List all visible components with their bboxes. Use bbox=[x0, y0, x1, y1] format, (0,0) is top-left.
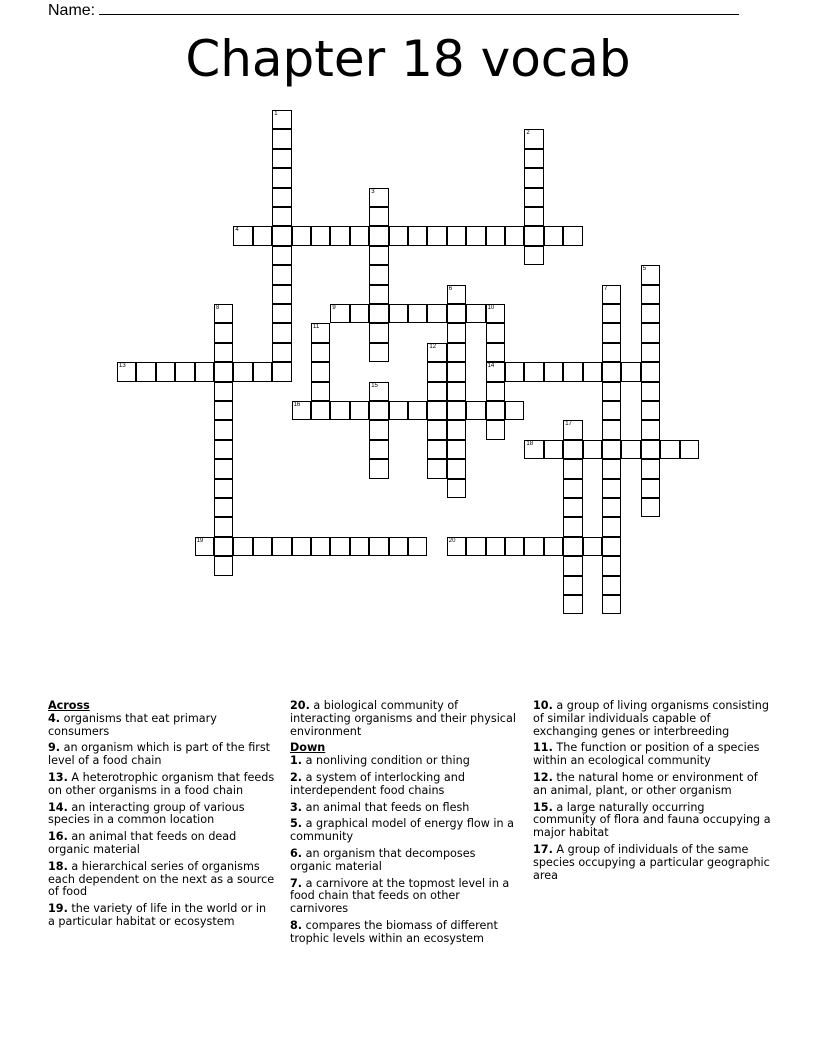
page-title: Chapter 18 vocab bbox=[185, 30, 631, 88]
grid-cell[interactable] bbox=[292, 226, 311, 245]
clue-across-9: 9. an organism which is part of the first level of a food chain bbox=[48, 741, 271, 768]
grid-cell[interactable] bbox=[563, 576, 582, 595]
grid-cell[interactable] bbox=[427, 226, 446, 245]
grid-cell[interactable] bbox=[272, 343, 291, 362]
grid-cell[interactable] bbox=[311, 401, 330, 420]
grid-cell[interactable] bbox=[641, 343, 660, 362]
grid-cell[interactable] bbox=[505, 401, 524, 420]
cell-number: 2 bbox=[526, 130, 530, 137]
cell-number: 3 bbox=[371, 188, 375, 195]
grid-cell[interactable] bbox=[602, 440, 621, 459]
grid-cell[interactable] bbox=[563, 226, 582, 245]
grid-cell[interactable] bbox=[272, 168, 291, 187]
grid-cell[interactable] bbox=[272, 246, 291, 265]
cell-number: 13 bbox=[119, 363, 126, 370]
grid-cell[interactable] bbox=[427, 401, 446, 420]
grid-cell[interactable] bbox=[233, 537, 252, 556]
grid-cell[interactable] bbox=[447, 343, 466, 362]
grid-cell[interactable] bbox=[641, 440, 660, 459]
grid-cell[interactable] bbox=[524, 362, 543, 381]
grid-cell[interactable] bbox=[369, 382, 388, 401]
grid-cell[interactable] bbox=[427, 362, 446, 381]
cell-number: 1 bbox=[274, 111, 278, 117]
name-label: Name: bbox=[48, 2, 96, 19]
grid-cell[interactable] bbox=[389, 304, 408, 323]
cell-number: 9 bbox=[332, 305, 336, 311]
grid-cell[interactable] bbox=[253, 537, 272, 556]
cell-number: 6 bbox=[448, 285, 453, 292]
grid-cell[interactable] bbox=[486, 304, 505, 323]
grid-cell[interactable] bbox=[447, 323, 466, 342]
clue-down-2: 2. a system of interlocking and interdependent food chains bbox=[290, 770, 465, 797]
grid-cell[interactable] bbox=[447, 479, 466, 498]
grid-cell[interactable] bbox=[563, 556, 582, 575]
grid-cell[interactable] bbox=[175, 362, 194, 381]
grid-cell[interactable] bbox=[563, 362, 582, 381]
grid-cell[interactable] bbox=[427, 420, 446, 439]
grid-cell[interactable] bbox=[233, 226, 252, 245]
grid-cell[interactable] bbox=[602, 420, 621, 439]
grid-cell[interactable] bbox=[524, 246, 543, 265]
grid-cell[interactable] bbox=[369, 343, 388, 362]
grid-cell[interactable] bbox=[641, 362, 660, 381]
grid-cell[interactable] bbox=[602, 401, 621, 420]
grid-cell[interactable] bbox=[350, 537, 369, 556]
grid-cell[interactable] bbox=[214, 401, 233, 420]
grid-cell[interactable] bbox=[427, 459, 446, 478]
grid-cell[interactable] bbox=[214, 459, 233, 478]
clue-down-12: 12. the natural home or environment of an animal, plant, or other organism bbox=[533, 770, 758, 797]
grid-cell[interactable] bbox=[408, 537, 427, 556]
grid-cell[interactable] bbox=[311, 382, 330, 401]
grid-cell[interactable] bbox=[505, 226, 524, 245]
grid-cell[interactable] bbox=[311, 343, 330, 362]
grid-cell[interactable] bbox=[641, 459, 660, 478]
grid-cell[interactable] bbox=[466, 226, 485, 245]
grid-cell[interactable] bbox=[272, 304, 291, 323]
grid-cell[interactable] bbox=[311, 362, 330, 381]
grid-cell[interactable] bbox=[641, 265, 660, 284]
grid-cell[interactable] bbox=[524, 226, 543, 245]
clues-column-3 bbox=[533, 700, 771, 886]
grid-cell[interactable] bbox=[369, 246, 388, 265]
grid-cell[interactable] bbox=[524, 188, 543, 207]
grid-cell[interactable] bbox=[583, 537, 602, 556]
grid-cell[interactable] bbox=[563, 595, 582, 614]
grid-cell[interactable] bbox=[214, 537, 233, 556]
grid-cell[interactable] bbox=[486, 343, 505, 362]
grid-cell[interactable] bbox=[602, 323, 621, 342]
grid-cell[interactable] bbox=[486, 401, 505, 420]
clue-down-8: 8. compares the biomass of different trophic levels within an ecosystem bbox=[290, 918, 498, 945]
grid-cell[interactable] bbox=[563, 537, 582, 556]
grid-cell[interactable] bbox=[602, 343, 621, 362]
grid-cell[interactable] bbox=[641, 382, 660, 401]
grid-cell[interactable] bbox=[272, 362, 291, 381]
grid-cell[interactable] bbox=[214, 304, 233, 323]
clue-across-16: 16. an animal that feeds on dead organic material bbox=[48, 830, 237, 856]
grid-cell[interactable] bbox=[369, 537, 388, 556]
grid-cell[interactable] bbox=[621, 440, 640, 459]
grid-cell[interactable] bbox=[641, 420, 660, 439]
grid-cell[interactable] bbox=[369, 226, 388, 245]
grid-cell[interactable] bbox=[369, 401, 388, 420]
grid-cell[interactable] bbox=[505, 362, 524, 381]
clue-across-20: 20. a biological community of interacting organisms and their physical environment bbox=[290, 699, 516, 738]
grid-cell[interactable] bbox=[602, 304, 621, 323]
grid-cell[interactable] bbox=[311, 226, 330, 245]
clue-down-6: 6. an organism that decomposes organic material bbox=[290, 846, 476, 873]
grid-cell[interactable] bbox=[253, 362, 272, 381]
grid-cell[interactable] bbox=[369, 323, 388, 342]
grid-cell[interactable] bbox=[330, 226, 349, 245]
grid-cell[interactable] bbox=[214, 343, 233, 362]
grid-cell[interactable] bbox=[427, 304, 446, 323]
grid-cell[interactable] bbox=[195, 362, 214, 381]
grid-cell[interactable] bbox=[447, 362, 466, 381]
grid-cell[interactable] bbox=[389, 401, 408, 420]
cell-number: 17 bbox=[565, 421, 572, 428]
grid-cell[interactable] bbox=[369, 265, 388, 284]
grid-cell[interactable] bbox=[408, 401, 427, 420]
grid-cell[interactable] bbox=[214, 362, 233, 381]
grid-cell[interactable] bbox=[602, 537, 621, 556]
grid-cell[interactable] bbox=[602, 498, 621, 517]
down-heading: Down bbox=[290, 741, 326, 755]
grid-cell[interactable] bbox=[389, 226, 408, 245]
clues-column-1 bbox=[48, 700, 276, 933]
grid-cell[interactable] bbox=[195, 537, 214, 556]
grid-cell[interactable] bbox=[330, 537, 349, 556]
grid-cell[interactable] bbox=[602, 382, 621, 401]
clue-across-14: 14. an interacting group of various species in a common location bbox=[48, 800, 245, 827]
grid-cell[interactable] bbox=[524, 440, 543, 459]
grid-cell[interactable] bbox=[427, 382, 446, 401]
grid-cell[interactable] bbox=[486, 226, 505, 245]
grid-cell[interactable] bbox=[447, 537, 466, 556]
grid-cell[interactable] bbox=[447, 382, 466, 401]
grid-cell[interactable] bbox=[272, 188, 291, 207]
cell-number: 5 bbox=[642, 266, 647, 273]
grid-cell[interactable] bbox=[272, 265, 291, 284]
across-heading: Across bbox=[48, 699, 90, 712]
grid-cell[interactable] bbox=[214, 420, 233, 439]
cell-number: 14 bbox=[487, 363, 495, 370]
grid-cell[interactable] bbox=[136, 362, 155, 381]
grid-cell[interactable] bbox=[389, 537, 408, 556]
grid-cell[interactable] bbox=[214, 323, 233, 342]
grid-cell[interactable] bbox=[602, 362, 621, 381]
grid-cell[interactable] bbox=[680, 440, 699, 459]
grid-cell[interactable] bbox=[486, 323, 505, 342]
grid-cell[interactable] bbox=[447, 226, 466, 245]
cell-number: 12 bbox=[429, 343, 437, 350]
clue-down-7: 7. a carnivore at the topmost level in a food chain that feeds on other carnivores bbox=[290, 876, 510, 916]
grid-cell[interactable] bbox=[524, 207, 543, 226]
grid-cell[interactable] bbox=[447, 459, 466, 478]
grid-cell[interactable] bbox=[350, 226, 369, 245]
grid-cell[interactable] bbox=[447, 304, 466, 323]
clue-down-3: 3. an animal that feeds on flesh bbox=[290, 800, 470, 814]
grid-cell[interactable] bbox=[311, 537, 330, 556]
grid-cell[interactable] bbox=[563, 479, 582, 498]
grid-cell[interactable] bbox=[214, 479, 233, 498]
clue-across-13: 13. A heterotrophic organism that feeds on other organisms in a food chain bbox=[48, 770, 275, 797]
grid-cell[interactable] bbox=[641, 401, 660, 420]
cell-number: 18 bbox=[526, 440, 534, 447]
clue-across-4: 4. organisms that eat primary consumers bbox=[48, 711, 217, 738]
grid-cell[interactable] bbox=[466, 304, 485, 323]
clues-column-2 bbox=[290, 700, 520, 950]
grid-cell[interactable] bbox=[350, 304, 369, 323]
grid-cell[interactable] bbox=[447, 420, 466, 439]
grid-cell[interactable] bbox=[641, 479, 660, 498]
grid-cell[interactable] bbox=[311, 323, 330, 342]
grid-cell[interactable] bbox=[292, 537, 311, 556]
grid-cell[interactable] bbox=[156, 362, 175, 381]
grid-cell[interactable] bbox=[427, 343, 446, 362]
grid-cell[interactable] bbox=[563, 420, 582, 439]
grid-cell[interactable] bbox=[544, 440, 563, 459]
grid-cell[interactable] bbox=[563, 517, 582, 536]
grid-cell[interactable] bbox=[544, 537, 563, 556]
grid-cell[interactable] bbox=[369, 207, 388, 226]
grid-cell[interactable] bbox=[369, 304, 388, 323]
grid-cell[interactable] bbox=[272, 149, 291, 168]
cell-number: 7 bbox=[604, 285, 608, 292]
grid-cell[interactable] bbox=[214, 382, 233, 401]
grid-cell[interactable] bbox=[602, 595, 621, 614]
clue-down-17: 17. A group of individuals of the same species occupying a particular geographic area bbox=[533, 842, 770, 882]
grid-cell[interactable] bbox=[505, 537, 524, 556]
grid-cell[interactable] bbox=[583, 440, 602, 459]
grid-cell[interactable] bbox=[214, 498, 233, 517]
grid-cell[interactable] bbox=[214, 517, 233, 536]
grid-cell[interactable] bbox=[272, 226, 291, 245]
cell-number: 20 bbox=[448, 537, 456, 544]
grid-cell[interactable] bbox=[486, 362, 505, 381]
grid-cell[interactable] bbox=[272, 207, 291, 226]
clue-down-10: 10. a group of living organisms consisting of similar individuals capable of exchanging genes or interbreeding bbox=[533, 699, 769, 738]
grid-cell[interactable] bbox=[544, 226, 563, 245]
cell-number: 4 bbox=[235, 227, 239, 234]
grid-cell[interactable] bbox=[524, 129, 543, 148]
grid-cell[interactable] bbox=[214, 440, 233, 459]
grid-cell[interactable] bbox=[486, 382, 505, 401]
grid-cell[interactable] bbox=[447, 440, 466, 459]
grid-cell[interactable] bbox=[466, 537, 485, 556]
grid-cell[interactable] bbox=[602, 479, 621, 498]
grid-cell[interactable] bbox=[621, 362, 640, 381]
grid-cell[interactable] bbox=[117, 362, 136, 381]
grid-cell[interactable] bbox=[641, 323, 660, 342]
grid-cell[interactable] bbox=[602, 285, 621, 304]
grid-cell[interactable] bbox=[563, 459, 582, 478]
clue-across-19: 19. the variety of life in the world or in a particular habitat or ecosystem bbox=[48, 902, 267, 928]
grid-cell[interactable] bbox=[330, 304, 349, 323]
grid-cell[interactable] bbox=[292, 401, 311, 420]
grid-cell[interactable] bbox=[524, 168, 543, 187]
grid-cell[interactable] bbox=[369, 420, 388, 439]
grid-cell[interactable] bbox=[602, 576, 621, 595]
cell-number: 10 bbox=[487, 305, 495, 311]
clue-down-1: 1. a nonliving condition or thing bbox=[290, 754, 470, 768]
grid-cell[interactable] bbox=[369, 440, 388, 459]
clue-down-11: 11. The function or position of a species within an ecological community bbox=[533, 741, 760, 768]
grid-cell[interactable] bbox=[369, 459, 388, 478]
grid-cell[interactable] bbox=[408, 226, 427, 245]
grid-cell[interactable] bbox=[350, 401, 369, 420]
grid-cell[interactable] bbox=[524, 537, 543, 556]
grid-cell[interactable] bbox=[330, 401, 349, 420]
grid-cell[interactable] bbox=[563, 498, 582, 517]
grid-cell[interactable] bbox=[660, 440, 679, 459]
cell-number: 19 bbox=[196, 537, 204, 544]
grid-cell[interactable] bbox=[272, 537, 291, 556]
grid-cell[interactable] bbox=[447, 401, 466, 420]
grid-cell[interactable] bbox=[272, 323, 291, 342]
cell-number: 11 bbox=[313, 324, 320, 331]
grid-cell[interactable] bbox=[272, 285, 291, 304]
grid-cell[interactable] bbox=[602, 556, 621, 575]
grid-cell[interactable] bbox=[253, 226, 272, 245]
cell-number: 16 bbox=[293, 402, 301, 408]
grid-cell[interactable] bbox=[524, 149, 543, 168]
grid-cell[interactable] bbox=[544, 362, 563, 381]
grid-cell[interactable] bbox=[641, 285, 660, 304]
grid-cell[interactable] bbox=[602, 517, 621, 536]
clue-across-18: 18. a hierarchical series of organisms each dependent on the next as a source of food bbox=[48, 859, 275, 899]
grid-cell[interactable] bbox=[427, 440, 446, 459]
grid-cell[interactable] bbox=[214, 556, 233, 575]
grid-cell[interactable] bbox=[408, 304, 427, 323]
cell-number: 15 bbox=[371, 382, 378, 389]
grid-cell[interactable] bbox=[602, 459, 621, 478]
grid-cell[interactable] bbox=[272, 110, 291, 129]
grid-cell[interactable] bbox=[641, 304, 660, 323]
clue-down-5: 5. a graphical model of energy flow in a community bbox=[290, 817, 515, 844]
cell-number: 8 bbox=[216, 305, 220, 311]
grid-cell[interactable] bbox=[447, 285, 466, 304]
grid-cell[interactable] bbox=[641, 498, 660, 517]
grid-cell[interactable] bbox=[466, 401, 485, 420]
grid-cell[interactable] bbox=[233, 362, 252, 381]
grid-cell[interactable] bbox=[486, 537, 505, 556]
grid-cell[interactable] bbox=[563, 440, 582, 459]
grid-cell[interactable] bbox=[583, 362, 602, 381]
grid-cell[interactable] bbox=[369, 188, 388, 207]
grid-cell[interactable] bbox=[369, 285, 388, 304]
grid-cell[interactable] bbox=[272, 129, 291, 148]
clue-down-15: 15. a large naturally occurring community of flora and fauna occupying a major habitat bbox=[533, 800, 771, 840]
grid-cell[interactable] bbox=[486, 420, 505, 439]
